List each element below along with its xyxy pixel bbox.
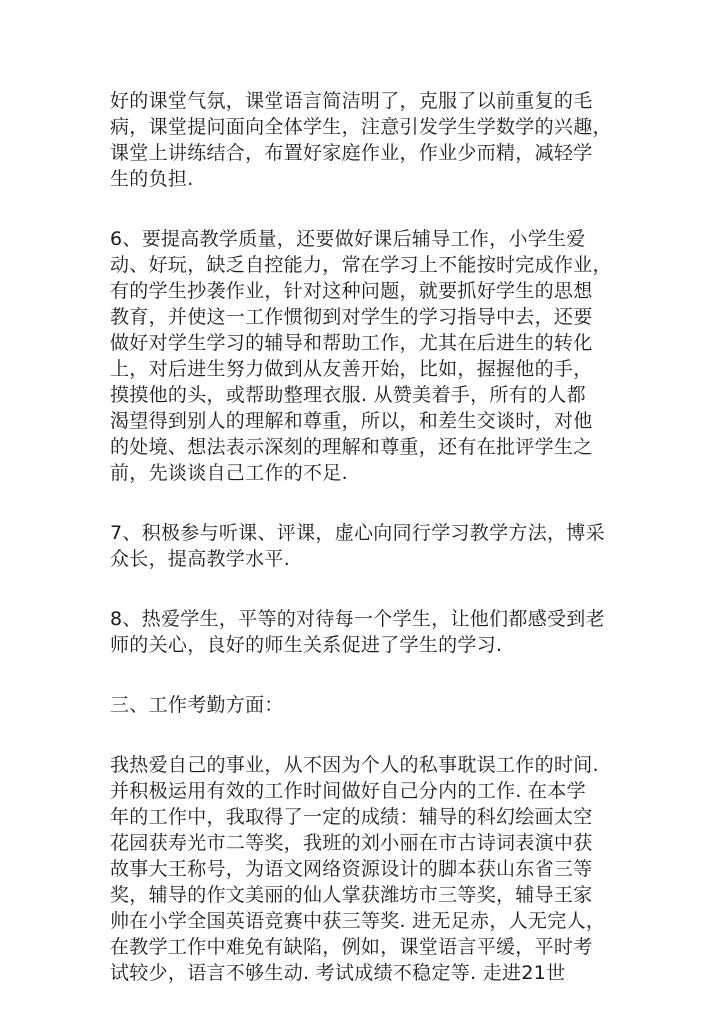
text-line: 并积极运用有效的工作时间做好自己分内的工作. 在本学 [110,780,586,802]
text-line: 生的负担. [110,168,194,190]
text-line: 7、积极参与听课、评课，虚心向同行学习教学方法，博采 [110,522,605,544]
paragraph-4 [110,606,620,658]
text-line: 奖，辅导的作文美丽的仙人掌获潍坊市三等奖，辅导王家 [110,884,593,906]
paragraph-5 [110,752,620,986]
text-line: 渴望得到别人的理解和尊重，所以，和差生交谈时，对他 [110,410,593,432]
text-line: 上，对后进生努力做到从友善开始，比如，握握他的手， [110,358,593,380]
text-line: 摸摸他的头，或帮助整理衣服. 从赞美着手，所有的人都 [110,384,586,406]
text-line: 好的课堂气氛，课堂语言简洁明了，克服了以前重复的毛 [110,90,593,112]
section-heading [110,692,620,718]
text-line: 病，课堂提问面向全体学生，注意引发学生学数学的兴趣， [110,116,612,138]
text-line: 动、好玩，缺乏自控能力，常在学习上不能按时完成作业， [110,254,612,276]
paragraph-3 [110,520,620,572]
text-line: 做好对学生学习的辅导和帮助工作，尤其在后进生的转化 [110,332,593,354]
paragraph-2 [110,226,620,486]
text-line: 在教学工作中难免有缺陷，例如，课堂语言平缓，平时考 [110,936,593,958]
text-line: 教育，并使这一工作惯彻到对学生的学习指导中去，还要 [110,306,593,328]
text-line: 众长，提高教学水平. [110,548,291,570]
text-line: 我热爱自己的事业，从不因为个人的私事耽误工作的时间. [110,754,599,776]
heading-text: 三、工作考勤方面： [110,694,284,716]
text-line: 师的关心，良好的师生关系促进了学生的学习. [110,634,503,656]
text-line: 有的学生抄袭作业，针对这种问题，就要抓好学生的思想 [110,280,593,302]
text-line: 年的工作中，我取得了一定的成绩：辅导的科幻绘画太空 [110,806,593,828]
text-line: 课堂上讲练结合，布置好家庭作业，作业少而精，减轻学 [110,142,593,164]
text-line: 故事大王称号，为语文网络资源设计的脚本获山东省三等 [110,858,593,880]
text-line: 的处境、想法表示深刻的理解和尊重，还有在批评学生之 [110,436,593,458]
paragraph-1 [110,88,620,192]
text-line: 前，先谈谈自己工作的不足. [110,462,348,484]
text-line: 帅在小学全国英语竞赛中获三等奖. 进无足赤，人无完人， [110,910,606,932]
text-line: 花园获寿光市二等奖，我班的刘小丽在市古诗词表演中获 [110,832,593,854]
text-line: 试较少，语言不够生动. 考试成绩不稳定等. 走进21世 [110,962,566,984]
text-line: 6、要提高教学质量，还要做好课后辅导工作，小学生爱 [110,228,586,250]
text-line: 8、热爱学生，平等的对待每一个学生，让他们都感受到老 [110,608,605,630]
document-page [110,88,620,1020]
